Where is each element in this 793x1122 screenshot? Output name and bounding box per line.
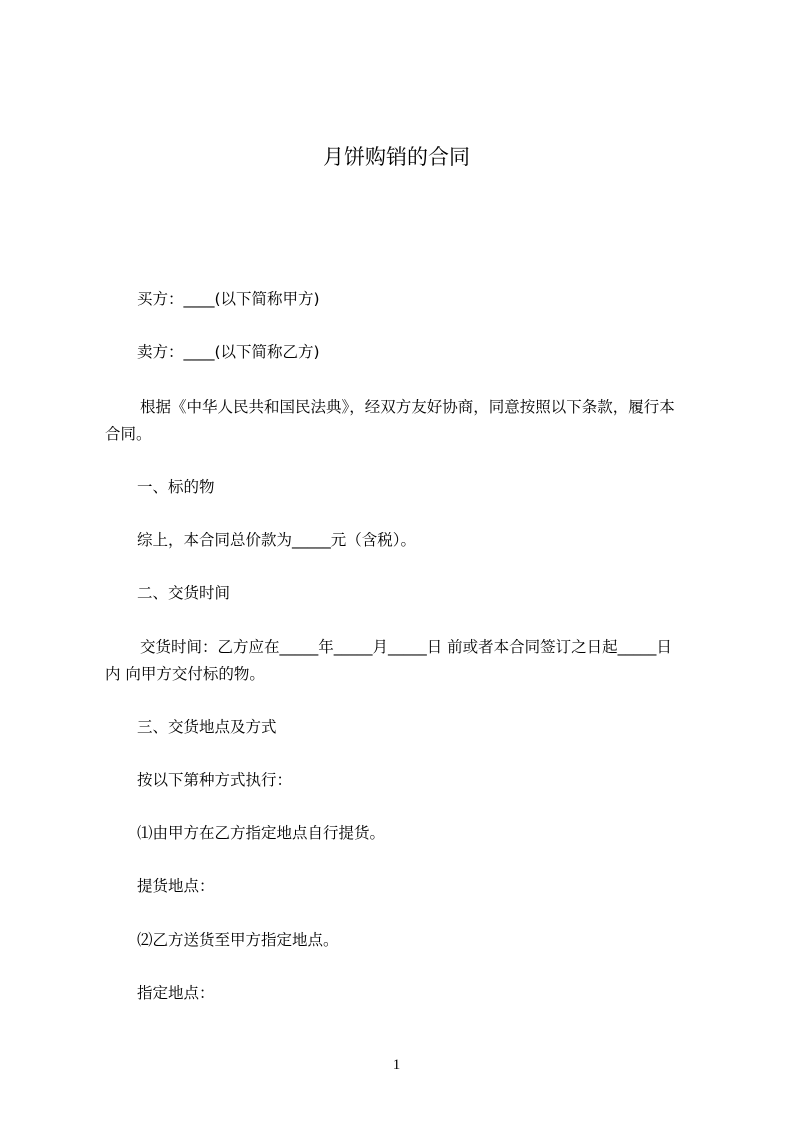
option-delivery <box>105 927 705 954</box>
paragraph-line: 三、交货地点及方式 <box>137 718 277 736</box>
paragraph-line: 交货时间：乙方应在_____年_____月_____日 前或者本合同签订之日起_____日 <box>140 638 672 656</box>
paragraph-line: ⑴由甲方在乙方指定地点自行提货。 <box>137 824 386 842</box>
paragraph-line: 合同。 <box>105 425 152 443</box>
paragraph-line: 提货地点： <box>137 877 215 895</box>
seller-paragraph <box>105 339 705 366</box>
designated-location-label <box>105 980 705 1007</box>
paragraph-line: 指定地点： <box>137 984 215 1002</box>
paragraph-line: ⑵乙方送货至甲方指定地点。 <box>137 931 339 949</box>
delivery-time-paragraph <box>105 634 705 688</box>
paragraph-line: 根据《中华人民共和国民法典》，经双方友好协商，同意按照以下条款，履行本 <box>140 398 675 416</box>
option-self-pickup <box>105 820 705 847</box>
paragraph-line: 按以下第种方式执行： <box>137 771 293 789</box>
paragraph-line: 内 向甲方交付标的物。 <box>105 665 265 683</box>
document-title: 月饼购销的合同 <box>323 145 470 169</box>
page-number: 1 <box>392 1057 401 1073</box>
paragraph-line: 买方：____(以下简称甲方) <box>137 290 320 308</box>
buyer-paragraph <box>105 286 705 313</box>
pickup-location-label <box>105 873 705 900</box>
section-heading-delivery-place <box>105 714 705 741</box>
section-heading-subject <box>105 474 705 501</box>
preamble-paragraph <box>105 394 705 448</box>
method-paragraph <box>105 767 705 794</box>
paragraph-line: 卖方：____(以下简称乙方) <box>137 343 320 361</box>
paragraph-line: 一、标的物 <box>137 478 215 496</box>
paragraph-line: 综上，本合同总价款为_____元（含税）。 <box>137 531 417 549</box>
section-heading-delivery-time <box>105 580 705 607</box>
paragraph-line: 二、交货时间 <box>137 584 231 602</box>
total-price-paragraph <box>105 527 705 554</box>
